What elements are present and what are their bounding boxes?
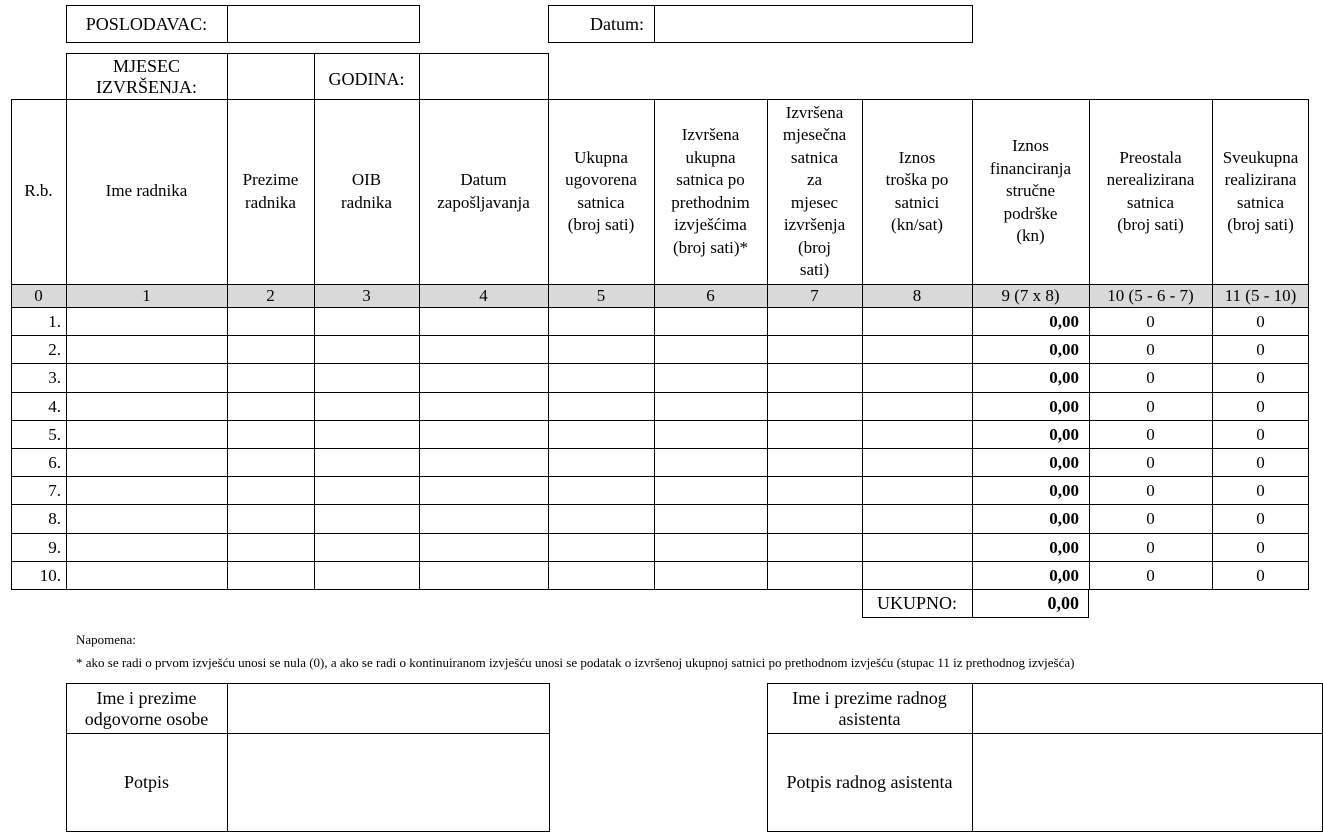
table-cell-input[interactable] <box>315 505 419 532</box>
remaining-hours-cell: 0 <box>1146 311 1155 331</box>
table-cell-input[interactable] <box>315 562 419 589</box>
table-cell-input[interactable] <box>768 534 862 561</box>
amount-cell: 0,00 <box>1049 452 1079 472</box>
table-cell-input[interactable] <box>67 308 227 335</box>
row-number: 3. <box>48 367 61 387</box>
table-cell-input[interactable] <box>655 534 767 561</box>
column-header-line: (kn) <box>1016 226 1045 246</box>
table-cell-input[interactable] <box>863 562 972 589</box>
amount-cell: 0,00 <box>1049 396 1079 416</box>
amount-cell: 0,00 <box>1049 480 1079 500</box>
column-header-line: Preostala <box>1119 147 1182 167</box>
column-header <box>66 99 227 284</box>
column-header-line: troška po <box>885 170 949 189</box>
total-hours-cell: 0 <box>1256 424 1265 444</box>
table-cell-input[interactable] <box>315 364 419 391</box>
column-header-line: podrške <box>1003 203 1058 223</box>
column-header <box>227 99 314 284</box>
table-cell-input[interactable] <box>863 393 972 420</box>
table-cell-input[interactable] <box>67 477 227 504</box>
total-hours-cell: 0 <box>1256 339 1265 359</box>
amount-cell: 0,00 <box>1049 508 1079 528</box>
amount-cell: 0,00 <box>1049 565 1079 585</box>
column-header <box>314 99 419 284</box>
column-number: 2 <box>266 286 275 305</box>
year-label: GODINA: <box>328 68 405 89</box>
amount-cell: 0,00 <box>1049 424 1079 444</box>
column-header-line: satnica <box>1236 192 1285 212</box>
table-cell-input[interactable] <box>420 505 548 532</box>
table-cell-input[interactable] <box>768 477 862 504</box>
table-cell-input[interactable] <box>228 308 314 335</box>
table-cell-input[interactable] <box>768 449 862 476</box>
table-cell-input[interactable] <box>655 562 767 589</box>
year-input[interactable] <box>420 54 548 99</box>
remaining-hours-cell: 0 <box>1146 537 1155 557</box>
table-cell-input[interactable] <box>549 562 654 589</box>
column-header-line: (broj sati) <box>1117 215 1184 234</box>
column-number: 5 <box>596 286 606 305</box>
column-header-line: ukupna <box>685 147 736 167</box>
table-cell-input[interactable] <box>315 421 419 448</box>
date-input[interactable] <box>655 6 972 42</box>
column-header <box>1212 99 1309 284</box>
column-header-line: radnika <box>341 192 392 212</box>
total-hours-cell: 0 <box>1256 396 1265 416</box>
table-cell-input[interactable] <box>67 562 227 589</box>
amount-cell: 0,00 <box>1049 311 1079 331</box>
table-cell-input[interactable] <box>420 534 548 561</box>
amount-cell: 0,00 <box>1049 367 1079 387</box>
report-table <box>11 99 1309 590</box>
table-cell-input[interactable] <box>768 393 862 420</box>
row-number: 4. <box>48 396 61 416</box>
column-number: 10 (5 - 6 - 7) <box>1107 286 1194 305</box>
column-header-line: Ime radnika <box>105 181 188 201</box>
column-header-line: Sveukupna <box>1222 147 1299 167</box>
column-number: 6 <box>706 286 715 305</box>
column-header-line: satnica <box>1126 192 1175 212</box>
table-cell-input[interactable] <box>420 364 548 391</box>
column-header-line: Iznos <box>1012 136 1049 156</box>
column-number: 0 <box>34 286 43 305</box>
column-header <box>548 99 654 284</box>
column-header-line: Izvršena <box>681 125 740 144</box>
row-number: 5. <box>48 424 61 444</box>
remaining-hours-cell: 0 <box>1146 480 1155 500</box>
table-cell-input[interactable] <box>420 477 548 504</box>
table-cell-input[interactable] <box>420 421 548 448</box>
total-hours-cell: 0 <box>1256 537 1265 557</box>
total-hours-cell: 0 <box>1256 508 1265 528</box>
table-cell-input[interactable] <box>420 308 548 335</box>
column-number: 11 (5 - 10) <box>1224 286 1297 305</box>
table-cell-input[interactable] <box>655 364 767 391</box>
column-header <box>11 99 66 284</box>
table-cell-input[interactable] <box>655 449 767 476</box>
column-header <box>1089 99 1212 284</box>
month-label-line2: IZVRŠENJA: <box>95 77 197 97</box>
total-hours-cell: 0 <box>1256 367 1265 387</box>
table-cell-input[interactable] <box>863 336 972 363</box>
column-number: 9 (7 x 8) <box>1001 286 1060 305</box>
assistant-name-label <box>767 684 972 733</box>
table-cell-input[interactable] <box>228 449 314 476</box>
table-cell-input[interactable] <box>768 308 862 335</box>
table-cell-input[interactable] <box>228 421 314 448</box>
column-header-line: (broj sati) <box>567 215 635 234</box>
table-cell-input[interactable] <box>315 534 419 561</box>
table-cell-input[interactable] <box>228 336 314 363</box>
table-cell-input[interactable] <box>67 421 227 448</box>
table-cell-input[interactable] <box>67 534 227 561</box>
row-number: 6. <box>48 452 61 472</box>
column-header-line: radnika <box>245 192 296 212</box>
assistant-name-label-line2: asistenta <box>838 708 901 729</box>
table-cell-input[interactable] <box>67 449 227 476</box>
column-header-line: prethodnim <box>671 192 750 212</box>
column-header-line: R.b. <box>24 181 53 201</box>
remaining-hours-cell: 0 <box>1146 367 1155 387</box>
table-cell-input[interactable] <box>655 336 767 363</box>
table-cell-input[interactable] <box>768 336 862 363</box>
column-header-line: Iznos <box>898 147 936 167</box>
table-cell-input[interactable] <box>549 364 654 391</box>
remaining-hours-cell: 0 <box>1146 396 1155 416</box>
table-cell-input[interactable] <box>768 505 862 532</box>
total-hours-cell: 0 <box>1256 480 1265 500</box>
column-header-line: sati) <box>799 260 830 279</box>
column-header-line: OIB <box>351 170 382 189</box>
column-header-line: satnica <box>577 192 625 212</box>
responsible-signature-label: Potpis <box>123 772 170 792</box>
column-header-line: mjesečna <box>782 125 847 144</box>
table-cell-input[interactable] <box>228 364 314 391</box>
table-cell-input[interactable] <box>655 421 767 448</box>
column-header-line: Ukupna <box>574 147 628 167</box>
total-hours-cell: 0 <box>1256 565 1265 585</box>
table-cell-input[interactable] <box>228 562 314 589</box>
responsible-name-input[interactable] <box>228 684 549 733</box>
table-cell-input[interactable] <box>549 449 654 476</box>
month-input[interactable] <box>228 54 314 99</box>
table-cell-input[interactable] <box>549 505 654 532</box>
table-cell-input[interactable] <box>768 364 862 391</box>
responsible-name-label <box>66 684 227 733</box>
total-hours-cell: 0 <box>1256 311 1265 331</box>
month-label-line1: MJESEC <box>112 56 181 76</box>
column-header-line: satnica po <box>676 170 745 189</box>
table-cell-input[interactable] <box>549 308 654 335</box>
column-header-line: izvršenja <box>783 215 846 234</box>
column-header <box>767 99 862 284</box>
assistant-signature-field[interactable] <box>973 734 1322 831</box>
table-cell-input[interactable] <box>549 534 654 561</box>
remaining-hours-cell: 0 <box>1146 565 1155 585</box>
table-cell-input[interactable] <box>863 421 972 448</box>
column-header-line: mjesec <box>790 192 839 212</box>
responsible-name-label-line1: Ime i prezime <box>96 687 197 708</box>
amount-cell: 0,00 <box>1049 339 1079 359</box>
table-cell-input[interactable] <box>655 505 767 532</box>
row-number: 7. <box>48 480 61 500</box>
column-header <box>419 99 548 284</box>
column-header-line: satnici <box>894 192 940 212</box>
column-header-line: (kn/sat) <box>891 215 943 234</box>
column-header-line: (broj <box>797 237 832 257</box>
amount-cell: 0,00 <box>1049 537 1079 557</box>
employer-input[interactable] <box>228 6 419 42</box>
table-cell-input[interactable] <box>228 505 314 532</box>
table-cell-input[interactable] <box>863 505 972 532</box>
column-header-line: izvješćima <box>674 215 747 234</box>
table-cell-input[interactable] <box>420 562 548 589</box>
column-number: 8 <box>912 286 922 305</box>
remaining-hours-cell: 0 <box>1146 339 1155 359</box>
table-cell-input[interactable] <box>315 449 419 476</box>
column-number: 4 <box>479 286 488 305</box>
table-cell-input[interactable] <box>228 534 314 561</box>
column-header-line: nerealizirana <box>1106 170 1195 189</box>
column-number: 1 <box>142 286 151 305</box>
row-number: 2. <box>48 339 61 359</box>
table-cell-input[interactable] <box>863 364 972 391</box>
table-cell-input[interactable] <box>549 421 654 448</box>
note-text: * ako se radi o prvom izvješću unosi se nula (0), a ako se radi o kontinuiranom izvješću unosi se podatak o izvršenoj ukupnoj satnici po prethodnom izvješću (stupac 11 iz prethodnog izvješća) <box>76 655 1075 670</box>
row-number: 10. <box>39 565 61 585</box>
column-number: 3 <box>362 286 371 305</box>
responsible-signature-field[interactable] <box>228 734 549 831</box>
column-header-line: za <box>806 170 823 189</box>
table-cell-input[interactable] <box>315 336 419 363</box>
column-header <box>654 99 767 284</box>
table-cell-input[interactable] <box>67 393 227 420</box>
row-number: 1. <box>48 311 61 331</box>
date-label: Datum: <box>590 13 644 34</box>
table-cell-input[interactable] <box>549 336 654 363</box>
remaining-hours-cell: 0 <box>1146 508 1155 528</box>
assistant-name-label-line1: Ime i prezime radnog <box>792 687 947 708</box>
total-hours-cell: 0 <box>1256 452 1265 472</box>
table-cell-input[interactable] <box>67 505 227 532</box>
assistant-signature-label: Potpis radnog asistenta <box>786 772 953 792</box>
table-cell-input[interactable] <box>67 364 227 391</box>
table-cell-input[interactable] <box>420 449 548 476</box>
table-cell-input[interactable] <box>863 449 972 476</box>
column-header <box>972 99 1089 284</box>
table-cell-input[interactable] <box>655 393 767 420</box>
table-cell-input[interactable] <box>315 477 419 504</box>
column-header-line: Prezime <box>242 170 299 189</box>
responsible-name-label-line2: odgovorne osobe <box>84 708 209 729</box>
table-cell-input[interactable] <box>655 308 767 335</box>
column-header-line: (broj sati)* <box>672 237 749 257</box>
table-cell-input[interactable] <box>315 393 419 420</box>
column-header-line: realizirana <box>1224 170 1297 189</box>
column-header-line: financiranja <box>989 158 1072 178</box>
remaining-hours-cell: 0 <box>1146 424 1155 444</box>
table-cell-input[interactable] <box>655 477 767 504</box>
column-header-line: Izvršena <box>785 102 844 122</box>
table-cell-input[interactable] <box>549 477 654 504</box>
total-label: UKUPNO: <box>876 593 957 613</box>
column-header-line: Datum <box>460 170 507 189</box>
month-label <box>66 55 227 99</box>
table-cell-input[interactable] <box>863 477 972 504</box>
table-cell-input[interactable] <box>228 393 314 420</box>
table-cell-input[interactable] <box>315 308 419 335</box>
employer-label: POSLODAVAC: <box>85 13 208 34</box>
total-value: 0,00 <box>1047 593 1079 613</box>
table-cell-input[interactable] <box>863 534 972 561</box>
column-header-line: zapošljavanja <box>437 192 530 212</box>
row-number: 9. <box>48 537 61 557</box>
remaining-hours-cell: 0 <box>1146 452 1155 472</box>
table-cell-input[interactable] <box>228 477 314 504</box>
note-title: Napomena: <box>76 632 136 647</box>
column-header-line: (broj sati) <box>1227 215 1294 234</box>
column-header-line: ugovorena <box>565 170 637 189</box>
table-cell-input[interactable] <box>549 393 654 420</box>
table-cell-input[interactable] <box>768 421 862 448</box>
table-cell-input[interactable] <box>863 308 972 335</box>
row-number: 8. <box>48 508 61 528</box>
column-header <box>862 99 972 284</box>
column-header-line: stručne <box>1005 181 1056 201</box>
table-cell-input[interactable] <box>420 393 548 420</box>
table-cell-input[interactable] <box>67 336 227 363</box>
assistant-name-input[interactable] <box>973 684 1322 733</box>
table-cell-input[interactable] <box>420 336 548 363</box>
column-number: 7 <box>810 286 819 305</box>
column-header-line: satnica <box>790 147 839 167</box>
table-cell-input[interactable] <box>768 562 862 589</box>
